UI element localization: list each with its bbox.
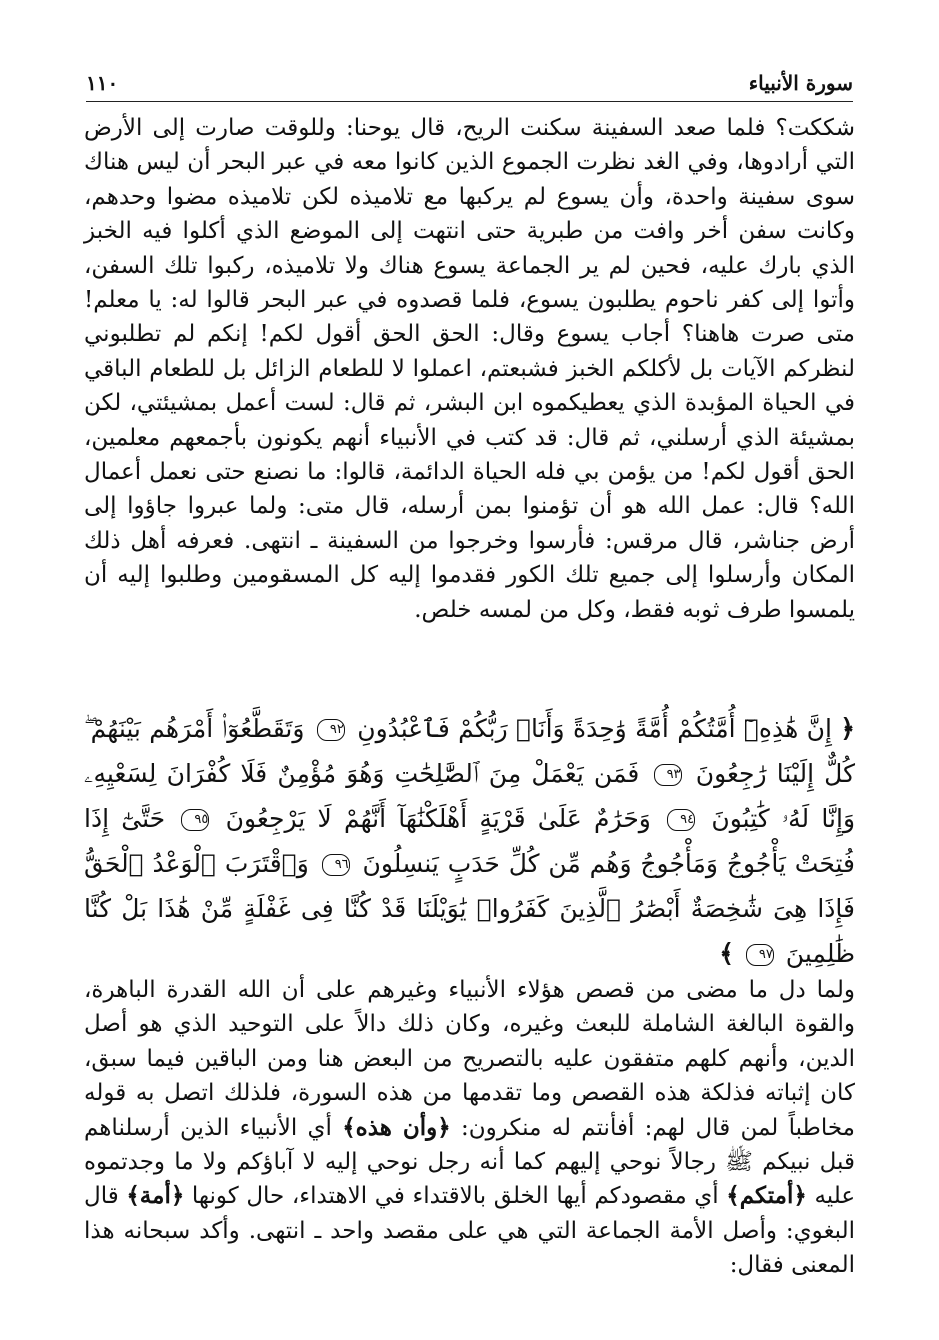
verse-number-96: ٩٦ xyxy=(322,854,350,876)
verse-96: حَتَّىٰٓ إِذَا فُتِحَتْ يَأْجُوجُ وَمَأْجُوجُ وَهُم مِّن كُلِّ حَدَبٍ يَنسِلُونَ xyxy=(84,804,855,878)
paragraph-2 xyxy=(84,973,855,1283)
verse-92: إِنَّ هَٰذِهِۦٓ أُمَّتُكُمْ أُمَّةً وَٰحِدَةً وَأَنَا۠ رَبُّكُمْ فَٱعْبُدُونِ xyxy=(357,714,832,743)
paragraph-2-part-2: أي الأنبياء الذين أرسلناهم قبل نبيكم ﷺ رجالاً نوحي إليهم كما أنه رجل نوحي إليه لا آباؤكم ولا ما وجدتموه عليه xyxy=(84,1114,856,1210)
quote-wa-anna-hadhihi: ﴿وأن هذه﴾ xyxy=(342,1113,451,1141)
quran-verses-block xyxy=(84,706,855,976)
verse-number-95: ٩٥ xyxy=(181,809,209,831)
open-ornate-bracket: ﴿ xyxy=(840,714,856,743)
surah-title: سورة الأنبياء xyxy=(748,71,853,95)
close-ornate-bracket: ﴾ xyxy=(719,939,734,968)
quote-ummatukum: ﴿أمتكم﴾ xyxy=(726,1182,807,1210)
paragraph-2-part-3: أي مقصودكم أيها الخلق بالاقتداء في الاهتداء، حال كونها xyxy=(191,1183,719,1210)
verse-94: فَمَن يَعْمَلْ مِنَ ٱلصَّٰلِحَٰتِ وَهُوَ مُؤْمِنٌ فَلَا كُفْرَانَ لِسَعْيِهِۦ وَإِنَّا لَهُۥ كَٰتِبُونَ xyxy=(84,759,856,833)
verse-93: وَتَقَطَّعُوٓا۟ أَمْرَهُم بَيْنَهُمْ ۖ كُلٌّ إِلَيْنَا رَٰجِعُونَ xyxy=(84,714,856,788)
verse-97: وَٱقْتَرَبَ ٱلْوَعْدُ ٱلْحَقُّ فَإِذَا هِىَ شَٰخِصَةٌ أَبْصَٰرُ ٱلَّذِينَ كَفَرُوا۟ يَٰوَيْلَنَا قَدْ كُنَّا فِى غَفْلَةٍ مِّنْ هَٰذَا بَلْ كُنَّا ظَٰلِمِينَ xyxy=(84,849,855,968)
paragraph-2-part-1: ولما دل ما مضى من قصص هؤلاء الأنبياء وغيرهم على أن الله القدرة الباهرة، والقوة البالغة الشاملة للبعث وغيره، وكان ذلك دالاً على التوحيد الذي هو أصل الدين، وأنهم كلهم متفقون عليه بالتصريح من البعض هنا ومن الباقين فيما سبق، كان إثباته فذلكة هذه القصص وما تقدمها من هذه السورة، فلذلك اتصل به قوله مخاطباً لمن قال لهم: أفأنتم له منكرون: xyxy=(84,977,855,1141)
quote-ummah: ﴿أمة﴾ xyxy=(126,1182,185,1210)
verse-95: وَحَرَٰمٌ عَلَىٰ قَرْيَةٍ أَهْلَكْنَٰهَآ أَنَّهُمْ لَا يَرْجِعُونَ xyxy=(225,804,651,833)
verse-number-92: ٩٢ xyxy=(317,719,345,741)
page-number: ١١٠ xyxy=(86,71,119,95)
page-header xyxy=(86,58,853,102)
verse-number-93: ٩٣ xyxy=(654,764,682,786)
verse-number-94: ٩٤ xyxy=(667,809,695,831)
verse-number-97: ٩٧ xyxy=(746,944,774,966)
paragraph-2-part-4: قال البغوي: وأصل الأمة الجماعة التي هي على مقصد واحد ـ انتهى. وأكد سبحانه هذا المعنى فقال: xyxy=(84,1183,855,1279)
paragraph-1: شككت؟ فلما صعد السفينة سكنت الريح، قال يوحنا: وللوقت صارت إلى الأرض التي أرادوها، وفي الغد نظرت الجموع الذين كانوا معه في عبر البحر أن ليس هناك سوى سفينة واحدة، وأن يسوع لم يركبها مع تلاميذه لكن تلاميذه مضوا وحدهم، وكانت سفن أخر وافت من طبرية حتى انتهت إلى الموضع الذي أكلوا فيه الخبز الذي بارك عليه، فحين لم ير الجماعة يسوع هناك ولا تلاميذه، ركبوا تلك السفن، وأتوا إلى كفر ناحوم يطلبون يسوع، فلما قصدوه في عبر البحر قالوا له: يا معلم! متى صرت هاهنا؟ أجاب يسوع وقال: الحق الحق أقول لكم! إنكم لم تطلبوني لنظركم الآيات بل لأكلكم الخبز فشبعتم، اعملوا لا للطعام الزائل بل للطعام الباقي في الحياة المؤبدة الذي يعطيكموه ابن البشر، ثم قال: لست أعمل بمشيئتي، لكن بمشيئة الذي أرسلني، ثم قال: قد كتب في الأنبياء أنهم يكونون بأجمعهم معلمين، الحق أقول لكم! من يؤمن بي فله الحياة الدائمة، قالوا: ما نصنع حتى نعمل أعمال الله؟ قال: عمل الله هو أن تؤمنوا بمن أرسله، قال متى: ولما عبروا جاؤوا إلى أرض جناشر، قال مرقس: فأرسوا وخرجوا من السفينة ـ انتهى. فعرفه أهل ذلك المكان وأرسلوا إلى جميع تلك الكور فقدموا إليه كل المسقومين وطلبوا إليه أن يلمسوا طرف ثوبه فقط، وكل من لمسه خلص. xyxy=(84,115,855,623)
